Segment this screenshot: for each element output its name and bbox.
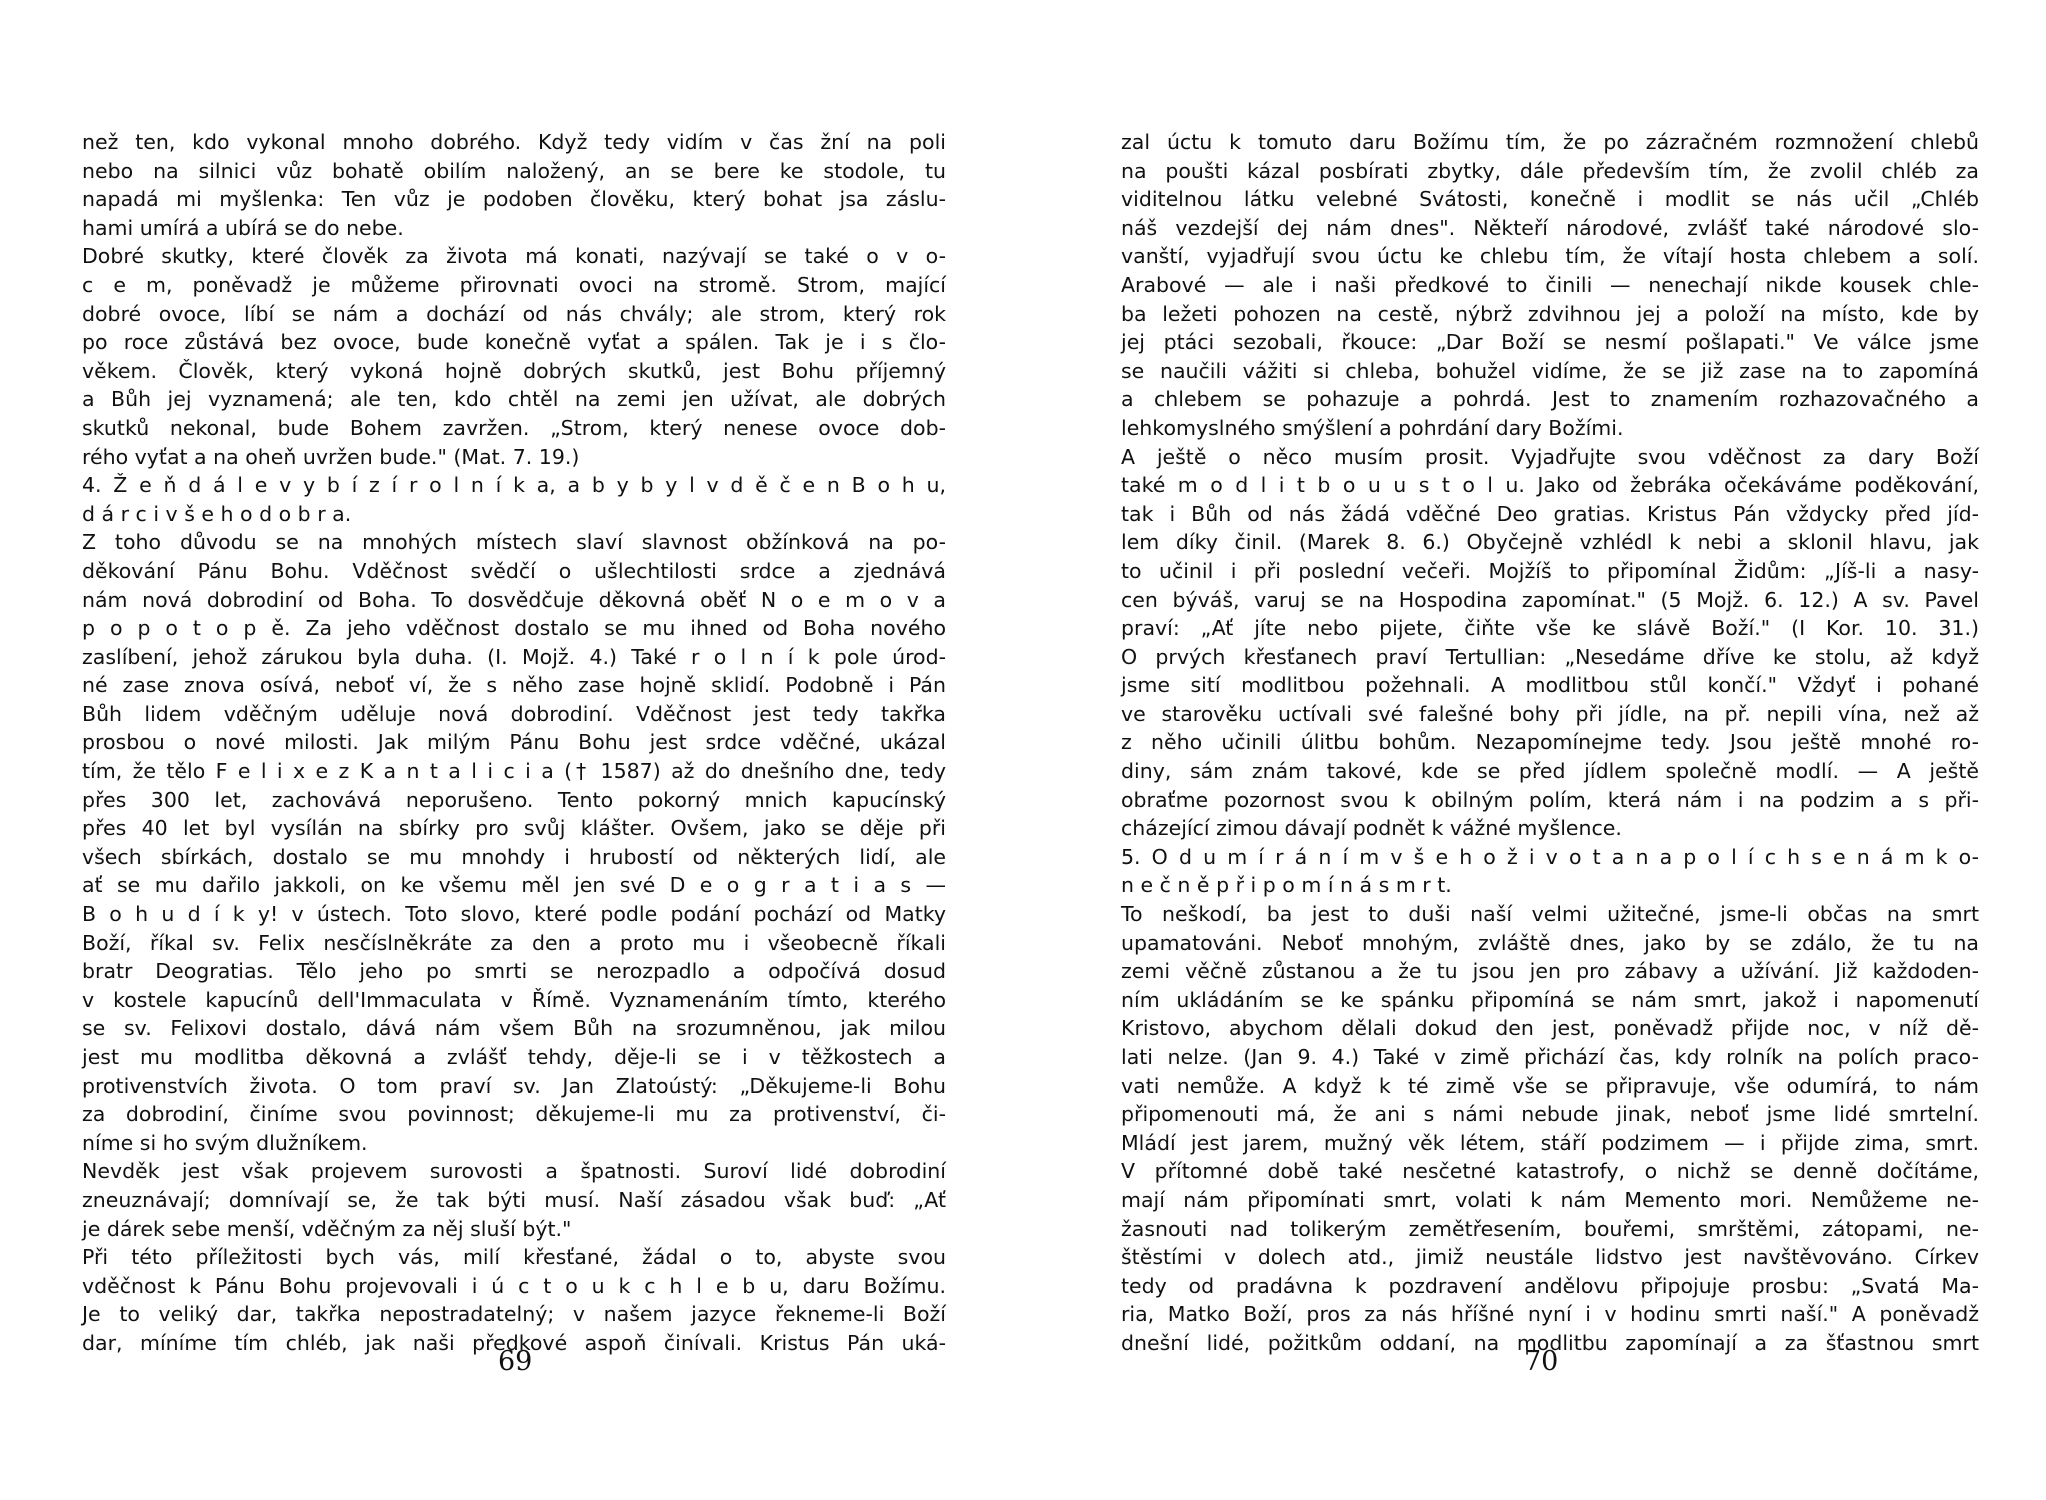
text-line: ba ležeti pohozen na cestě, nýbrž zdvihnou jej a položí na místo, kde by [1121,301,1979,326]
text-line: všech sbírkách, dostalo se mu mnohdy i hrubostí od některých lidí, ale [82,844,946,869]
section-heading: d á r c i v š e h o d o b r a. [82,501,352,526]
text-line: protivenstvích života. O tom praví sv. Jan Zlatoústý: „Děkujeme-li Bohu [82,1073,946,1098]
page-number-right: 70 [1524,1346,1559,1377]
text-line: obraťme pozornost svou k obilným polím, která nám i na podzim a s při- [1121,787,1979,812]
section-heading: 4. Ž e ň d á l e v y b í z í r o l n í k a, a b y b y l v d ě č e n B o h u, [82,473,946,498]
section-heading: 5. O d u m í r á n í m v š e h o ž i v o t a n a p o l í c h s e n á m k o- [1121,844,1979,869]
text-line: a Bůh jej vyznamená; ale ten, kdo chtěl na zemi jen užívat, ale dobrých [82,387,946,412]
text-line: se sv. Felixovi dostalo, dává nám všem Bůh na srozumněnou, jak milou [82,1016,946,1041]
text-line: napadá mi myšlenka: Ten vůz je podoben člověku, který bohat jsa záslu- [82,187,946,212]
text-line: zemi věčně zůstanou a že tu jsou jen pro zábavy a užívání. Již každoden- [1121,959,1979,984]
text-line: za dobrodiní, činíme svou povinnost; děkujeme-li mu za protivenství, či- [82,1102,946,1127]
text-line: né zase znova osívá, neboť ví, že s něho zase hojně sklidí. Podobně i Pán [82,673,946,698]
text-line: také m o d l i t b o u u s t o l u. Jako od žebráka očekáváme poděkování, [1121,473,1979,498]
text-line: připomenouti má, že ani s námi nebude jinak, neboť jsme lidé smrtelní. [1121,1102,1979,1127]
text-line: O prvých křesťanech praví Tertullian: „Nesedáme dříve ke stolu, až když [1121,644,1979,669]
text-line: prosbou o nové milosti. Jak milým Pánu Bohu jest srdce vděčné, ukázal [82,730,946,755]
text-line: A ještě o něco musím prosit. Vyjadřujte svou vděčnost za dary Boží [1121,444,1979,469]
text-line: a chlebem se pohazuje a pohrdá. Jest to znamením rozhazovačného a [1121,387,1979,412]
left-page-text [82,128,946,1358]
text-line: jej ptáci sezobali, řkouce: „Dar Boží se nesmí pošlapati." Ve válce jsme [1121,330,1979,355]
text-line: jest mu modlitba děkovná a zvlášť tehdy, děje-li se i v těžkostech a [82,1045,946,1069]
text-line: ve starověku uctívali své falešné bohy při jídle, na př. nepili vína, než až [1121,701,1979,726]
text-line: nebo na silnici vůz bohatě obilím naložený, an se bere ke stodole, tu [82,158,946,183]
text-line: diny, sám znám takové, kde se před jídlem společně modlí. — A ještě [1121,759,1979,784]
text-line: než ten, kdo vykonal mnoho dobrého. Když tedy vidím v čas žní na poli [82,130,946,154]
text-line: cen býváš, varuj se na Hospodina zapomínat." (5 Mojž. 6. 12.) A sv. Pavel [1121,587,1979,612]
text-line: lati nelze. (Jan 9. 4.) Také v zimě přichází čas, kdy rolník na polích praco- [1121,1045,1979,1069]
text-line: tedy od pradávna k pozdravení andělovu připojuje prosbu: „Svatá Ma- [1121,1273,1979,1298]
text-line: mají nám připomínati smrt, volati k nám Memento mori. Nemůžeme ne- [1121,1187,1979,1212]
text-line: vděčnost k Pánu Bohu projevovali i ú c t o u k c h l e b u, daru Božímu. [82,1273,946,1298]
text-line: Kristovo, abychom dělali dokud den jest, poněvadž přijde noc, v níž dě- [1121,1016,1979,1041]
text-line: Boží, říkal sv. Felix nesčíslněkráte za den a proto mu i všeobecně říkali [82,930,946,955]
text-line: je dárek sebe menší, vděčným za něj sluší být." [82,1216,572,1241]
text-line: lem díky činil. (Marek 8. 6.) Obyčejně vzhlédl k nebi a sklonil hlavu, jak [1121,530,1979,555]
text-line: přes 40 let byl vysílán na sbírky pro svůj klášter. Ovšem, jako se děje při [82,816,946,841]
text-line: rého vyťat a na oheň uvržen bude." (Mat. 7. 19.) [82,444,580,469]
text-line: na poušti kázal posbírati zbytky, dále především tím, že zvolil chléb za [1121,158,1979,183]
text-line: ním ukládáním se ke spánku připomíná se nám smrt, jakož i napomenutí [1121,987,1979,1012]
text-line: bratr Deogratias. Tělo jeho po smrti se nerozpadlo a odpočívá dosud [82,959,946,984]
text-line: p o p o t o p ě. Za jeho vděčnost dostalo se mu ihned od Boha nového [82,616,946,641]
text-line: Mládí jest jarem, mužný věk létem, stáří podzimem — i přijde zima, smrt. [1121,1130,1979,1155]
text-line: viditelnou látku velebné Svátosti, konečně i modlit se nás učil „Chléb [1121,187,1979,212]
section-heading: n e č n ě p ř i p o m í n á s m r t. [1121,873,1452,898]
text-line: B o h u d í k y! v ústech. Toto slovo, které podle podání pochází od Matky [82,902,946,927]
text-line: vanští, vyjadřují svou úctu ke chlebu tím, že vítají hosta chlebem a solí. [1121,244,1979,269]
text-line: vati nemůže. A když k té zimě vše se připravuje, vše odumírá, to nám [1121,1073,1979,1098]
text-line: Je to veliký dar, takřka nepostradatelný; v našem jazyce řekneme-li Boží [82,1302,946,1327]
text-line: níme si ho svým dlužníkem. [82,1130,368,1155]
page-number-left: 69 [498,1346,533,1377]
text-line: z něho učinili úlitbu bohům. Nezapomínejme tedy. Jsou ještě mnohé ro- [1121,730,1979,755]
text-line: tak i Bůh od nás žádá vděčné Deo gratias. Kristus Pán vždycky před jíd- [1121,501,1979,526]
text-line: se naučili vážiti si chleba, bohužel vidíme, že se již zase na to zapomíná [1121,358,1979,383]
text-line: zneuznávají; domnívají se, že tak býti musí. Naší zásadou však buď: „Ať [82,1187,946,1212]
text-line: dar, míníme tím chléb, jak naši předkové aspoň činívali. Kristus Pán uká- [82,1330,946,1355]
text-line: nám nová dobrodiní od Boha. To dosvědčuje děkovná oběť N o e m o v a [82,587,946,612]
text-line: zaslíbení, jehož zárukou byla duha. (I. Mojž. 4.) Také r o l n í k pole úrod- [82,644,946,669]
text-line: to učinil i při poslední večeři. Mojžíš to připomínal Židům: „Jíš-li a nasy- [1121,558,1979,583]
text-line: náš vezdejší dej nám dnes". Někteří národové, zvlášť také národové slo- [1121,215,1979,240]
text-line: cházející zimou dávají podnět k vážné myšlence. [1121,816,1622,841]
text-line: Arabové — ale i naši předkové to činili — nenechají nikde kousek chle- [1121,272,1979,297]
text-line: skutků nekonal, bude Bohem zavržen. „Strom, který nenese ovoce dob- [82,415,946,440]
text-line: věkem. Člověk, který vykoná hojně dobrých skutků, jest Bohu příjemný [82,358,946,383]
text-line: zal úctu k tomuto daru Božímu tím, že po zázračném rozmnožení chlebů [1121,130,1979,154]
text-line: štěstími v dolech atd., jimiž neustále lidstvo jest navštěvováno. Církev [1121,1245,1979,1270]
text-line: Nevděk jest však projevem surovosti a špatnosti. Suroví lidé dobrodiní [82,1159,946,1184]
text-line: po roce zůstává bez ovoce, bude konečně vyťat a spálen. Tak je i s člo- [82,330,946,355]
text-line: c e m, poněvadž je můžeme přirovnati ovoci na stromě. Strom, mající [82,272,946,297]
text-line: v kostele kapucínů dell'Immaculata v Římě. Vyznamenáním tímto, kterého [82,987,946,1012]
text-line: upamatováni. Neboť mnohým, zvláště dnes, jako by se zdálo, že tu na [1121,930,1979,955]
text-line: Z toho důvodu se na mnohých místech slaví slavnost obžínková na po- [82,530,946,555]
text-line: Bůh lidem vděčným uděluje nová dobrodiní. Vděčnost jest tedy takřka [82,701,946,726]
right-page-text [1121,128,1979,1358]
text-line: žasnouti nad tolikerým zemětřesením, bouřemi, smrštěmi, zátopami, ne- [1121,1216,1979,1241]
text-line: ať se mu dařilo jakkoli, on ke všemu měl jen své D e o g r a t i a s — [82,873,946,898]
text-line: dnešní lidé, požitkům oddaní, na modlitbu zapomínají a za šťastnou smrt [1121,1330,1979,1355]
text-line: děkování Pánu Bohu. Vděčnost svědčí o ušlechtilosti srdce a zjednává [82,558,946,583]
text-line: lehkomyslného smýšlení a pohrdání dary Božími. [1121,415,1624,440]
text-line: praví: „Ať jíte nebo pijete, čiňte vše ke slávě Boží." (I Kor. 10. 31.) [1121,616,1979,641]
text-line: Dobré skutky, které člověk za života má konati, nazývají se také o v o- [82,244,946,269]
text-line: ria, Matko Boží, pros za nás hříšné nyní i v hodinu smrti naší." A poněvadž [1121,1302,1979,1327]
text-line: To neškodí, ba jest to duši naší velmi užitečné, jsme-li občas na smrt [1121,902,1979,927]
text-line: jsme sití modlitbou požehnali. A modlitbou stůl končí." Vždyť i pohané [1121,673,1979,698]
text-line: Při této příležitosti bych vás, milí křesťané, žádal o to, abyste svou [82,1245,946,1270]
text-line: V přítomné době také nesčetné katastrofy, o nichž se denně dočítáme, [1121,1159,1979,1184]
text-line: dobré ovoce, líbí se nám a dochází od nás chvály; ale strom, který rok [82,301,946,326]
text-line: hami umírá a ubírá se do nebe. [82,215,404,240]
text-line: tím, že tělo F e l i x e z K a n t a l i c i a († 1587) až do dnešního dne, tedy [82,759,946,784]
text-line: přes 300 let, zachovává neporušeno. Tento pokorný mnich kapucínský [82,787,946,812]
